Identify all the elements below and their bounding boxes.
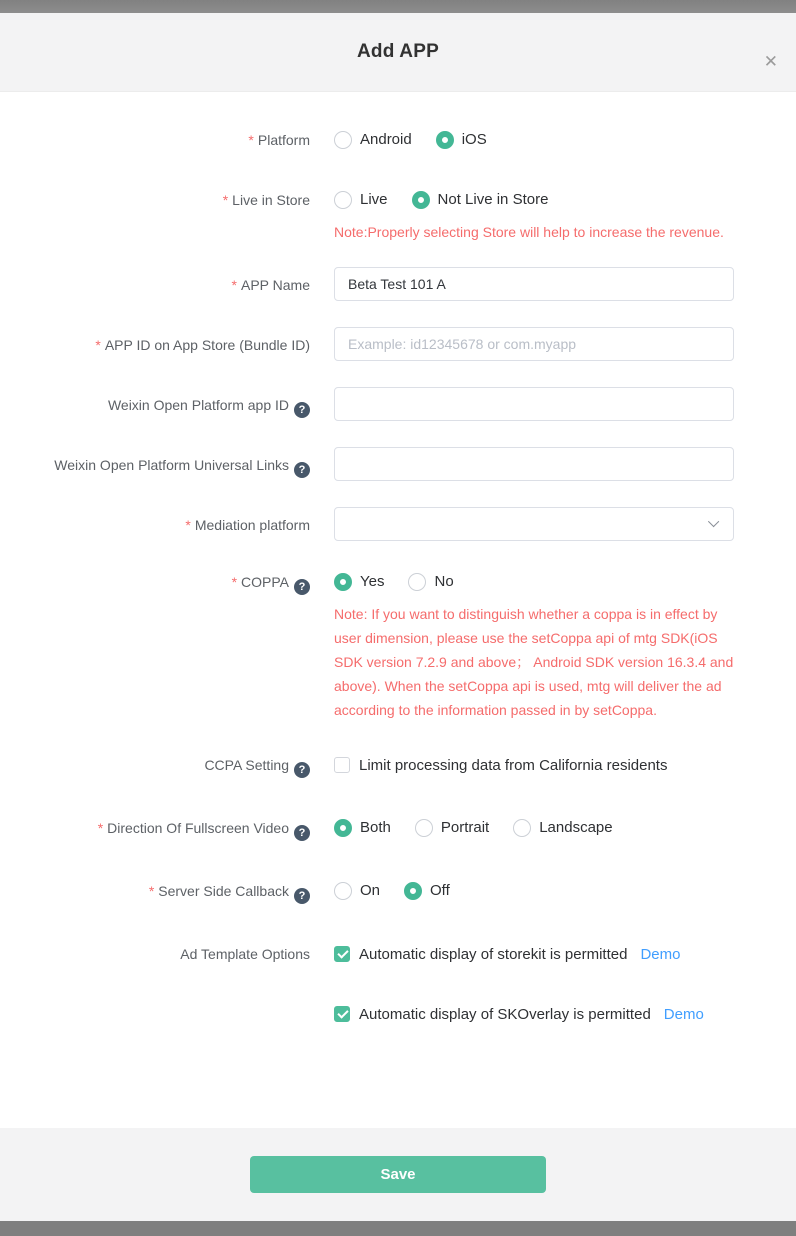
checkbox-checked-icon[interactable] xyxy=(334,1006,350,1022)
help-icon[interactable]: ? xyxy=(294,888,310,904)
direction-radio-both[interactable] xyxy=(334,818,391,838)
required-asterisk: * xyxy=(222,192,229,208)
weixin-app-id-input[interactable] xyxy=(334,387,734,421)
direction-landscape-label[interactable]: Landscape xyxy=(539,819,613,836)
coppa-note: Note: If you want to distinguish whether a coppa is in effect by user dimension, please use the setCoppa api of mtg SDK(iOS SDK version 7.2.9 and above； Android SDK version 16.3.4 and above). When the setCoppa api is used, mtg will deliver the ad according to the information passed in by setCoppa. xyxy=(334,606,734,718)
ccpa-checkbox-line xyxy=(334,755,734,775)
radio-unchecked-icon[interactable] xyxy=(334,131,352,149)
radio-checked-icon[interactable] xyxy=(436,131,454,149)
live-in-store-label: * Live in Store xyxy=(222,192,310,208)
coppa-row xyxy=(0,572,796,722)
server-callback-radio-group xyxy=(334,881,734,901)
platform-ios-label[interactable]: iOS xyxy=(461,131,487,148)
bottom-window-bar xyxy=(0,1221,796,1236)
mediation-platform-label: * Mediation platform xyxy=(185,517,310,533)
weixin-universal-links-input[interactable] xyxy=(334,447,734,481)
radio-unchecked-icon[interactable] xyxy=(513,819,531,837)
modal-footer xyxy=(0,1128,796,1221)
mediation-platform-row xyxy=(0,507,796,541)
required-asterisk: * xyxy=(231,277,237,293)
modal-title: Add APP xyxy=(357,41,439,62)
platform-label: * Platform xyxy=(248,132,310,148)
server-callback-row xyxy=(0,881,796,904)
weixin-app-id-label: Weixin Open Platform app ID ? xyxy=(0,387,310,418)
direction-both-label[interactable]: Both xyxy=(360,819,391,836)
ccpa-row xyxy=(0,755,796,778)
help-icon[interactable]: ? xyxy=(294,462,310,478)
platform-radio-android[interactable] xyxy=(334,130,412,150)
direction-radio-portrait[interactable] xyxy=(415,818,489,838)
coppa-label: * COPPA ? xyxy=(0,572,310,595)
help-icon[interactable]: ? xyxy=(294,402,310,418)
server-radio-off[interactable] xyxy=(404,881,450,901)
direction-row xyxy=(0,818,796,841)
top-window-bar xyxy=(0,0,796,13)
platform-android-label[interactable]: Android xyxy=(360,131,412,148)
live-in-store-note: Note:Properly selecting Store will help to increase the revenue. xyxy=(334,224,724,240)
live-label[interactable]: Live xyxy=(360,191,388,208)
server-off-label[interactable]: Off xyxy=(430,882,450,899)
required-asterisk: * xyxy=(248,132,254,148)
coppa-radio-group xyxy=(334,572,734,592)
platform-radio-ios[interactable] xyxy=(436,130,487,150)
bundle-id-input[interactable] xyxy=(334,327,734,361)
ad-template-label: Ad Template Options xyxy=(180,946,310,962)
ccpa-label: CCPA Setting ? xyxy=(0,755,310,778)
app-name-input[interactable] xyxy=(334,267,734,301)
live-radio-live[interactable] xyxy=(334,190,388,210)
weixin-universal-links-row xyxy=(0,447,796,481)
coppa-no-label[interactable]: No xyxy=(434,573,454,590)
skoverlay-checkbox-line xyxy=(334,1004,734,1024)
save-button[interactable]: Save xyxy=(250,1156,546,1193)
skoverlay-demo-link[interactable]: Demo xyxy=(663,1005,704,1023)
bundle-id-row xyxy=(0,327,796,361)
weixin-app-id-row xyxy=(0,387,796,421)
not-live-label[interactable]: Not Live in Store xyxy=(437,191,549,208)
checkbox-checked-icon[interactable] xyxy=(334,946,350,962)
bundle-id-label: * APP ID on App Store (Bundle ID) xyxy=(95,337,310,353)
app-name-label: * APP Name xyxy=(231,277,310,293)
coppa-radio-no[interactable] xyxy=(408,572,453,592)
required-asterisk: * xyxy=(185,517,191,533)
radio-checked-icon[interactable] xyxy=(412,191,430,209)
direction-radio-landscape[interactable] xyxy=(513,818,612,838)
radio-unchecked-icon[interactable] xyxy=(415,819,433,837)
coppa-yes-label[interactable]: Yes xyxy=(360,573,385,590)
storekit-checkbox-line xyxy=(334,944,734,964)
radio-checked-icon[interactable] xyxy=(334,573,352,591)
live-radio-not-live[interactable] xyxy=(412,190,549,210)
help-icon[interactable]: ? xyxy=(294,762,310,778)
radio-unchecked-icon[interactable] xyxy=(334,191,352,209)
skoverlay-checkbox-label[interactable]: Automatic display of SKOverlay is permitted xyxy=(359,1005,651,1023)
required-asterisk: * xyxy=(148,883,155,899)
required-asterisk: * xyxy=(95,337,101,353)
platform-row xyxy=(0,130,796,150)
help-icon[interactable]: ? xyxy=(294,825,310,841)
weixin-universal-links-label: Weixin Open Platform Universal Links ? xyxy=(0,447,310,478)
radio-unchecked-icon[interactable] xyxy=(334,882,352,900)
checkbox-unchecked-icon[interactable] xyxy=(334,757,350,773)
ad-template-row xyxy=(0,944,796,1024)
server-callback-label: * Server Side Callback ? xyxy=(0,881,310,904)
help-icon[interactable]: ? xyxy=(294,579,310,595)
platform-radio-group xyxy=(334,130,734,150)
storekit-checkbox-label[interactable]: Automatic display of storekit is permitted xyxy=(359,945,628,963)
chevron-down-icon xyxy=(708,516,719,527)
server-radio-on[interactable] xyxy=(334,881,380,901)
app-name-row xyxy=(0,267,796,301)
radio-checked-icon[interactable] xyxy=(404,882,422,900)
mediation-platform-select[interactable] xyxy=(334,507,734,541)
server-on-label[interactable]: On xyxy=(360,882,381,899)
direction-portrait-label[interactable]: Portrait xyxy=(440,819,490,836)
radio-unchecked-icon[interactable] xyxy=(408,573,426,591)
close-icon[interactable]: ✕ xyxy=(763,52,778,71)
modal-header xyxy=(0,13,796,92)
required-asterisk: * xyxy=(97,820,104,836)
live-in-store-radio-group xyxy=(334,190,734,210)
live-in-store-row xyxy=(0,190,796,244)
radio-checked-icon[interactable] xyxy=(334,819,352,837)
direction-radio-group xyxy=(334,818,734,838)
coppa-radio-yes[interactable] xyxy=(334,572,384,592)
ccpa-checkbox-label[interactable]: Limit processing data from California residents xyxy=(359,756,668,774)
add-app-form xyxy=(0,92,796,1128)
required-asterisk: * xyxy=(231,574,238,590)
storekit-demo-link[interactable]: Demo xyxy=(640,945,681,963)
direction-label: * Direction Of Fullscreen Video ? xyxy=(0,818,310,841)
